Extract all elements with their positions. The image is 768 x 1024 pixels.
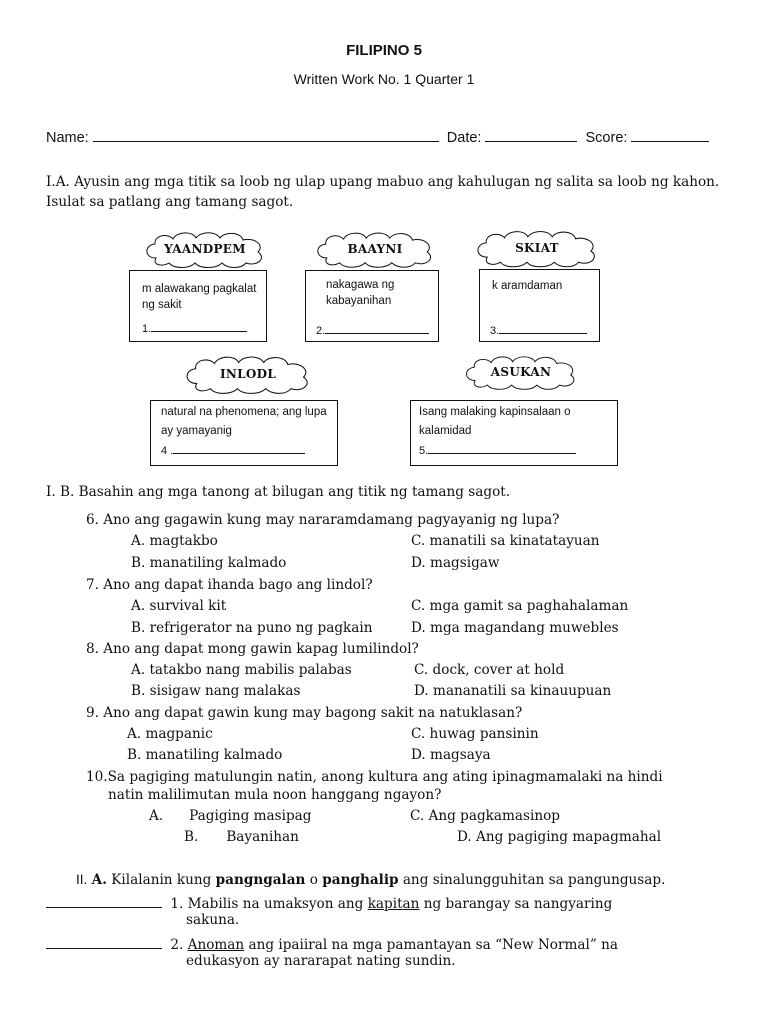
iia-item-1-before: Mabilis na umaksyon ang	[187, 896, 364, 912]
iia-item-1-underlined: kapitan	[367, 896, 420, 912]
scrambled-cloud-5	[462, 352, 580, 392]
q10-option-b-text: Bayanihan	[226, 829, 299, 845]
part-iia-text-2: o	[309, 872, 318, 888]
part-iia-letter: A.	[91, 872, 107, 888]
question-8: 8. Ano ang dapat mong gawin kapag lumilindol?	[86, 641, 419, 657]
iia-item-1-number: 1.	[170, 896, 184, 912]
iia-answer-blank-2[interactable]	[46, 934, 162, 949]
answer-line-2[interactable]	[316, 323, 429, 337]
answer-line-3[interactable]	[490, 323, 587, 337]
q6-option-b[interactable]: B. manatiling kalmado	[131, 555, 287, 571]
q8-option-b[interactable]: B. sisigaw nang malakas	[131, 683, 301, 699]
scrambled-cloud-4	[182, 354, 314, 394]
score-blank[interactable]	[631, 127, 709, 142]
iia-item-2-line-2: edukasyon ay nararapat nating sundin.	[186, 953, 456, 969]
definition-text-5: Isang malaking kapinsalaan o kalamidad	[419, 406, 571, 437]
answer-number-4: 4 .	[161, 445, 174, 457]
iia-answer-blank-1[interactable]	[46, 893, 162, 908]
name-label: Name:	[46, 130, 89, 146]
scrambled-word-3: SKIAT	[515, 241, 559, 255]
definition-box-5	[410, 400, 618, 466]
q10-option-c[interactable]: C. Ang pagkamasinop	[410, 808, 560, 824]
q6-option-d[interactable]: D. magsigaw	[411, 555, 500, 571]
name-blank[interactable]	[93, 127, 439, 142]
question-10-line-1: 10.Sa pagiging matulungin natin, anong kultura ang ating ipinagmamalaki na hindi	[86, 769, 663, 785]
answer-line-4[interactable]	[161, 443, 305, 457]
keyword-panghalip: panghalip	[322, 872, 399, 888]
part-ia-instruction: I.A. Ayusin ang mga titik sa loob ng ulap upang mabuo ang kahulugan ng salita sa loob ng kahon. Isulat sa patlang ang tamang sagot.	[46, 174, 720, 210]
definition-text-4: natural na phenomena; ang lupa ay yamayanig	[161, 406, 327, 437]
iia-item-2-after: ang ipaiiral na mga pamantayan sa “New Normal” na	[248, 937, 618, 953]
scrambled-word-5: ASUKAN	[490, 365, 552, 379]
scrambled-word-4: INLODL	[219, 367, 277, 381]
answer-number-1: 1.	[142, 323, 152, 335]
q9-option-a[interactable]: A. magpanic	[127, 726, 213, 742]
definition-box-4	[150, 400, 338, 466]
part-ib-instruction: I. B. Basahin ang mga tanong at bilugan ang titik ng tamang sagot.	[46, 484, 511, 500]
question-10-line-2: natin malilimutan mula noon hanggang ngayon?	[108, 787, 442, 803]
worksheet-subtitle: Written Work No. 1 Quarter 1	[293, 71, 475, 87]
score-label: Score:	[585, 130, 628, 146]
part-iia-instruction	[76, 872, 665, 888]
q9-option-b[interactable]: B. manatiling kalmado	[127, 747, 283, 763]
keyword-pangngalan: pangngalan	[215, 872, 306, 888]
q9-option-d[interactable]: D. magsaya	[411, 747, 491, 763]
question-6: 6. Ano ang gagawin kung may nararamdamang pagyayanig ng lupa?	[86, 512, 560, 528]
part-iia-text-1: Kilalanin kung	[111, 872, 212, 888]
part-iia-text-3: ang sinalungguhitan sa pangungusap.	[402, 872, 666, 888]
q8-option-c[interactable]: C. dock, cover at hold	[414, 662, 565, 678]
answer-number-5: 5.	[419, 445, 429, 457]
student-info-row	[46, 127, 709, 146]
definition-text-3: k aramdaman	[492, 280, 563, 292]
scrambled-cloud-3	[473, 228, 601, 268]
iia-item-2	[46, 934, 618, 953]
q8-option-d[interactable]: D. mananatili sa kinauupuan	[414, 683, 612, 699]
q8-option-a[interactable]: A. tatakbo nang mabilis palabas	[131, 662, 352, 678]
q10-option-b-letter: B.	[184, 829, 199, 845]
scrambled-cloud-2	[313, 230, 437, 268]
q6-option-a[interactable]: A. magtakbo	[131, 533, 218, 549]
date-blank[interactable]	[485, 127, 577, 142]
scrambled-word-1: YAANDPEM	[164, 242, 246, 256]
question-7: 7. Ano ang dapat ihanda bago ang lindol?	[86, 577, 373, 593]
q10-option-a-letter: A.	[149, 808, 164, 824]
iia-item-1-after: ng barangay sa nangyaring	[423, 896, 613, 912]
answer-number-3: 3.	[490, 325, 500, 337]
q10-option-d[interactable]: D. Ang pagiging mapagmahal	[457, 829, 662, 845]
q10-option-a-text: Pagiging masipag	[189, 808, 312, 824]
q7-option-b[interactable]: B. refrigerator na puno ng pagkain	[131, 620, 373, 636]
q7-option-a[interactable]: A. survival kit	[131, 598, 227, 614]
part-iia-prefix: II.	[76, 872, 88, 887]
scrambled-cloud-1	[142, 230, 268, 268]
definition-box-1	[129, 270, 267, 342]
worksheet-title: FILIPINO 5	[346, 42, 422, 59]
definition-text-1: m alawakang pagkalat ng sakit	[142, 283, 257, 311]
date-label: Date:	[446, 130, 482, 146]
answer-number-2: 2.	[316, 325, 326, 337]
q10-option-a[interactable]	[149, 808, 311, 824]
iia-item-2-underlined: Anoman	[187, 937, 245, 953]
answer-line-1[interactable]	[142, 321, 247, 335]
scrambled-word-2: BAAYNI	[347, 242, 403, 256]
iia-item-1	[46, 893, 612, 912]
q7-option-d[interactable]: D. mga magandang muwebles	[411, 620, 619, 636]
q6-option-c[interactable]: C. manatili sa kinatatayuan	[411, 533, 600, 549]
question-9: 9. Ano ang dapat gawin kung may bagong sakit na natuklasan?	[86, 705, 523, 721]
iia-item-2-number: 2.	[170, 937, 184, 953]
q10-option-b[interactable]	[184, 829, 299, 845]
definition-text-2: nakagawa ng kabayanihan	[326, 279, 395, 307]
q9-option-c[interactable]: C. huwag pansinin	[411, 726, 539, 742]
definition-box-3	[479, 269, 600, 342]
iia-item-1-line-2: sakuna.	[186, 912, 240, 928]
answer-line-5[interactable]	[419, 443, 576, 457]
definition-box-2	[305, 270, 439, 342]
q7-option-c[interactable]: C. mga gamit sa paghahalaman	[411, 598, 629, 614]
